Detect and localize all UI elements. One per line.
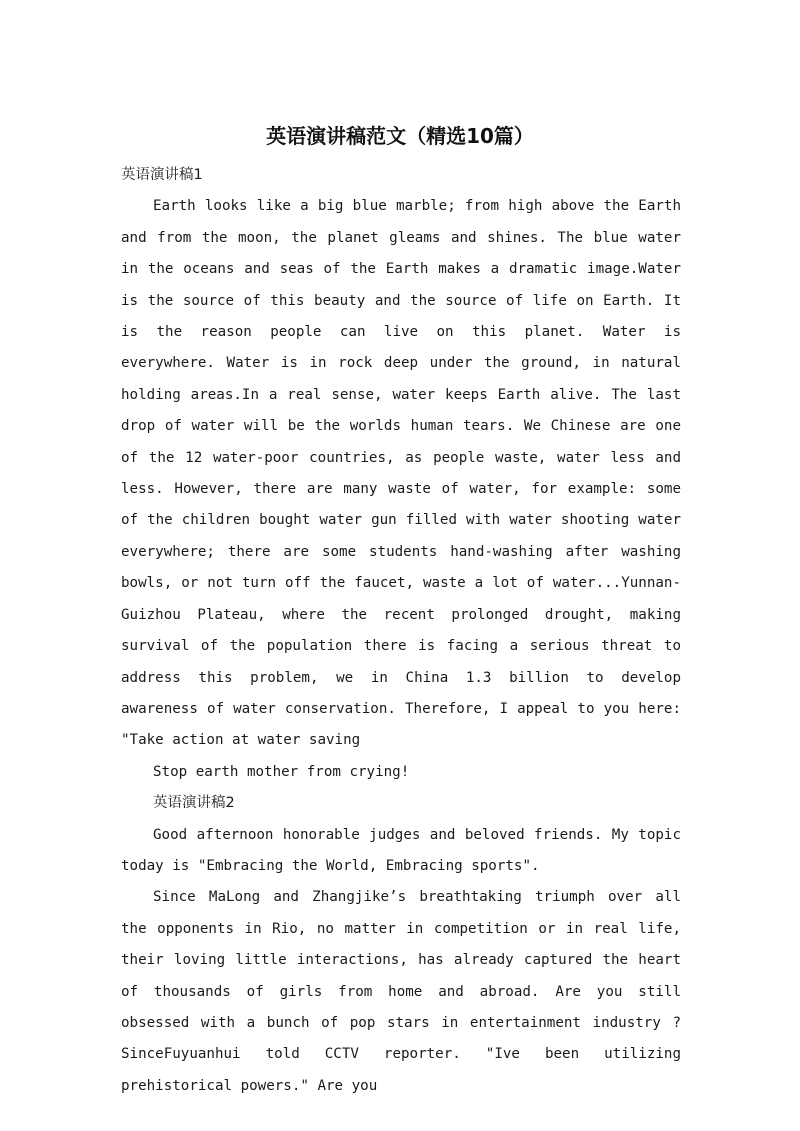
- document-title: 英语演讲稿范文（精选10篇）: [266, 124, 534, 148]
- body-paragraph: Stop earth mother from crying!: [153, 763, 410, 780]
- body-paragraph: Earth looks like a big blue marble; from high above the Earth and from the moon, the planet gleams and shines. The blue water in the oceans and seas of the Earth makes a dramatic image.Water is the source of this beauty and the source of life on Earth. It is the reason people can live on this planet. Water is everywhere. Water is in rock deep under the ground, in natural holding areas.In a real sense, water keeps Earth alive. The last drop of water will be the worlds human tears. We Chinese are one of the 12 water-poor countries, as people waste, water less and less. However, there are many waste of water, for example: some of the children bought water gun filled with water shooting water everywhere; there are some students hand-washing after washing bowls, or not turn off the faucet, waste a lot of water...Yunnan-Guizhou Plateau, where the recent prolonged drought, making survival of the population there is facing a serious threat to address this problem, we in China 1.3 billion to develop awareness of water conservation. Therefore, I appeal to you here: "Take action at water saving: [121, 198, 681, 749]
- section-heading: 英语演讲稿1: [121, 167, 203, 183]
- section-heading: 英语演讲稿2: [153, 795, 235, 812]
- document-body: [121, 160, 681, 1102]
- body-paragraph: Since MaLong and Zhangjike’s breathtaking triumph over all the opponents in Rio, no matter in competition or in real life, their loving little interactions, has already captured the heart of thousands of girls from home and abroad. Are you still obsessed with a bunch of pop stars in entertainment industry ?SinceFuyuanhui told CCTV reporter. "Ive been utilizing prehistorical powers." Are you: [121, 889, 681, 1094]
- body-paragraph: Good afternoon honorable judges and beloved friends. My topic today is "Embracing the World, Embracing sports".: [121, 826, 681, 874]
